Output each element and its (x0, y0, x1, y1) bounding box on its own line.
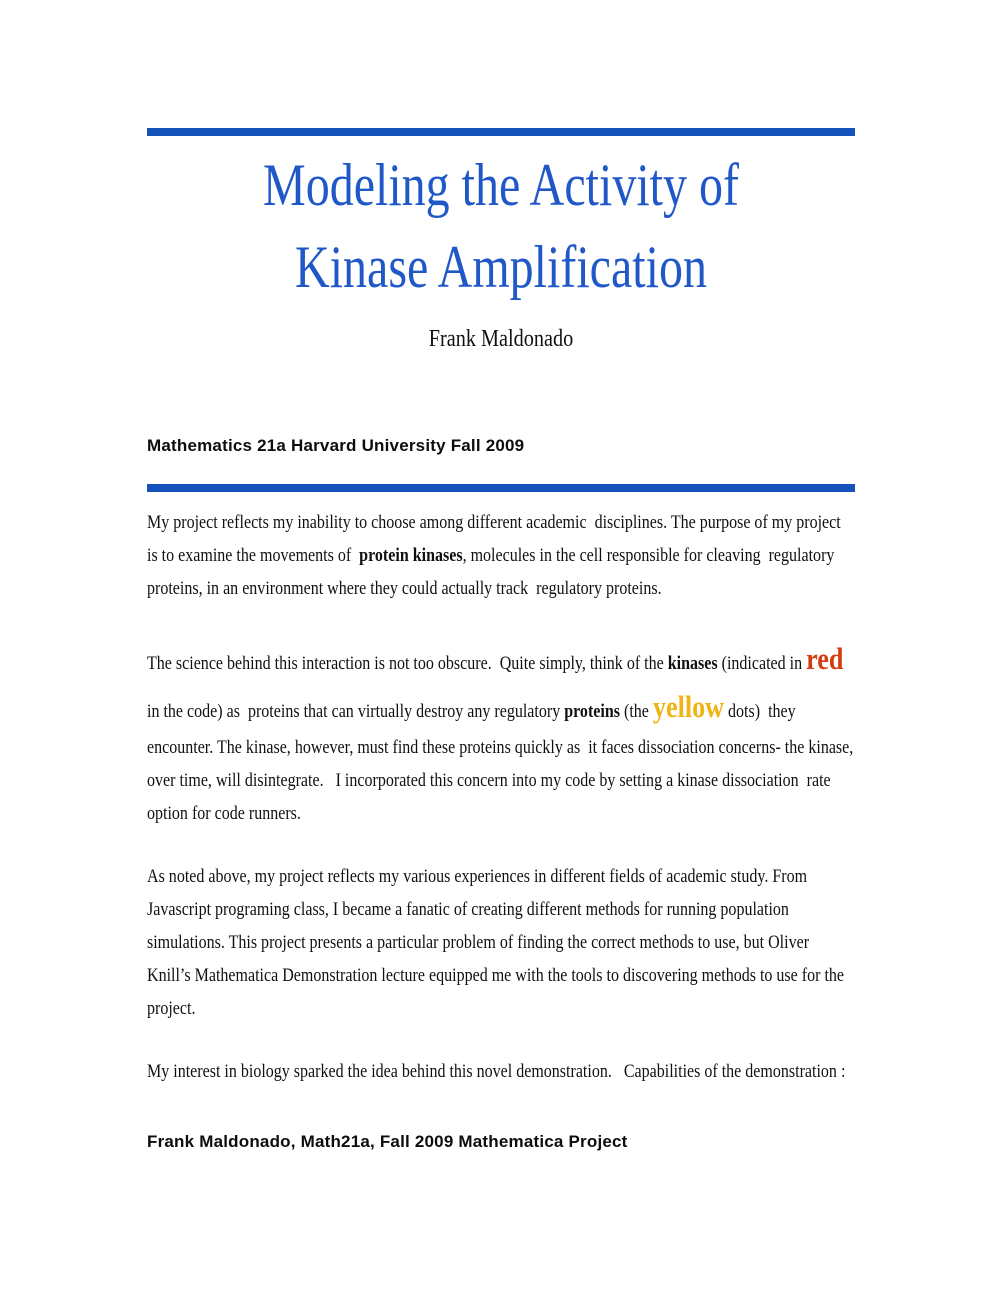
paragraph-2-text: The science behind this interaction is not too obscure. Quite simply, think of the (147, 653, 668, 674)
paragraph-1-text: My project reflects my inability to choose among different academic disciplines. The purpose of my project is to examine the movements of (147, 512, 845, 566)
yellow-keyword: yellow (652, 689, 725, 724)
paragraph-2 (147, 635, 858, 830)
top-divider-rule (147, 128, 855, 136)
emphasis-kinases: kinases (667, 653, 718, 674)
title-line-2: Kinase Amplification (295, 234, 707, 300)
document-content (147, 128, 858, 1152)
paragraph-3: As noted above, my project reflects my various experiences in different fields of academic study. From Javascript programing class, I became a fanatic of creating different methods for running population simulations. This project presents a particular problem of finding the correct methods to use, but Oliver Knill’s Mathematica Demonstration lecture equipped me with the tools to discovering methods to use for the project. (147, 866, 849, 1019)
emphasis-proteins: proteins (564, 701, 620, 722)
emphasis-protein-kinases: protein kinases (359, 545, 463, 566)
section-divider-rule (147, 484, 855, 492)
paragraph-4: My interest in biology sparked the idea behind this novel demonstration. Capabilities of the demonstration : (147, 1061, 846, 1082)
footer-line: Frank Maldonado, Math21a, Fall 2009 Mathematica Project (147, 1132, 628, 1151)
course-heading: Mathematics 21a Harvard University Fall 2009 (147, 436, 525, 455)
paragraph-1 (147, 506, 855, 605)
red-keyword: red (806, 641, 844, 676)
title-line-1: Modeling the Activity of (263, 152, 739, 218)
paragraph-2-text: dots) they encounter. The kinase, however, must find these proteins quickly as it faces dissociation concerns- the kinase, over time, will disintegrate. I incorporated this concern into my code by setting a kinase dissociation rate option for code runners. (147, 701, 858, 824)
paragraph-2-text: (indicated in (717, 653, 807, 674)
author-name: Frank Maldonado (428, 326, 574, 352)
document-title (147, 144, 854, 308)
paragraph-2-text: in the code) as proteins that can virtually destroy any regulatory (147, 653, 848, 722)
paragraph-1-text: , molecules in the cell responsible for cleaving regulatory proteins, in an environment where they could actually track regulatory proteins. (147, 545, 839, 599)
paragraph-2-text: (the (619, 701, 653, 722)
